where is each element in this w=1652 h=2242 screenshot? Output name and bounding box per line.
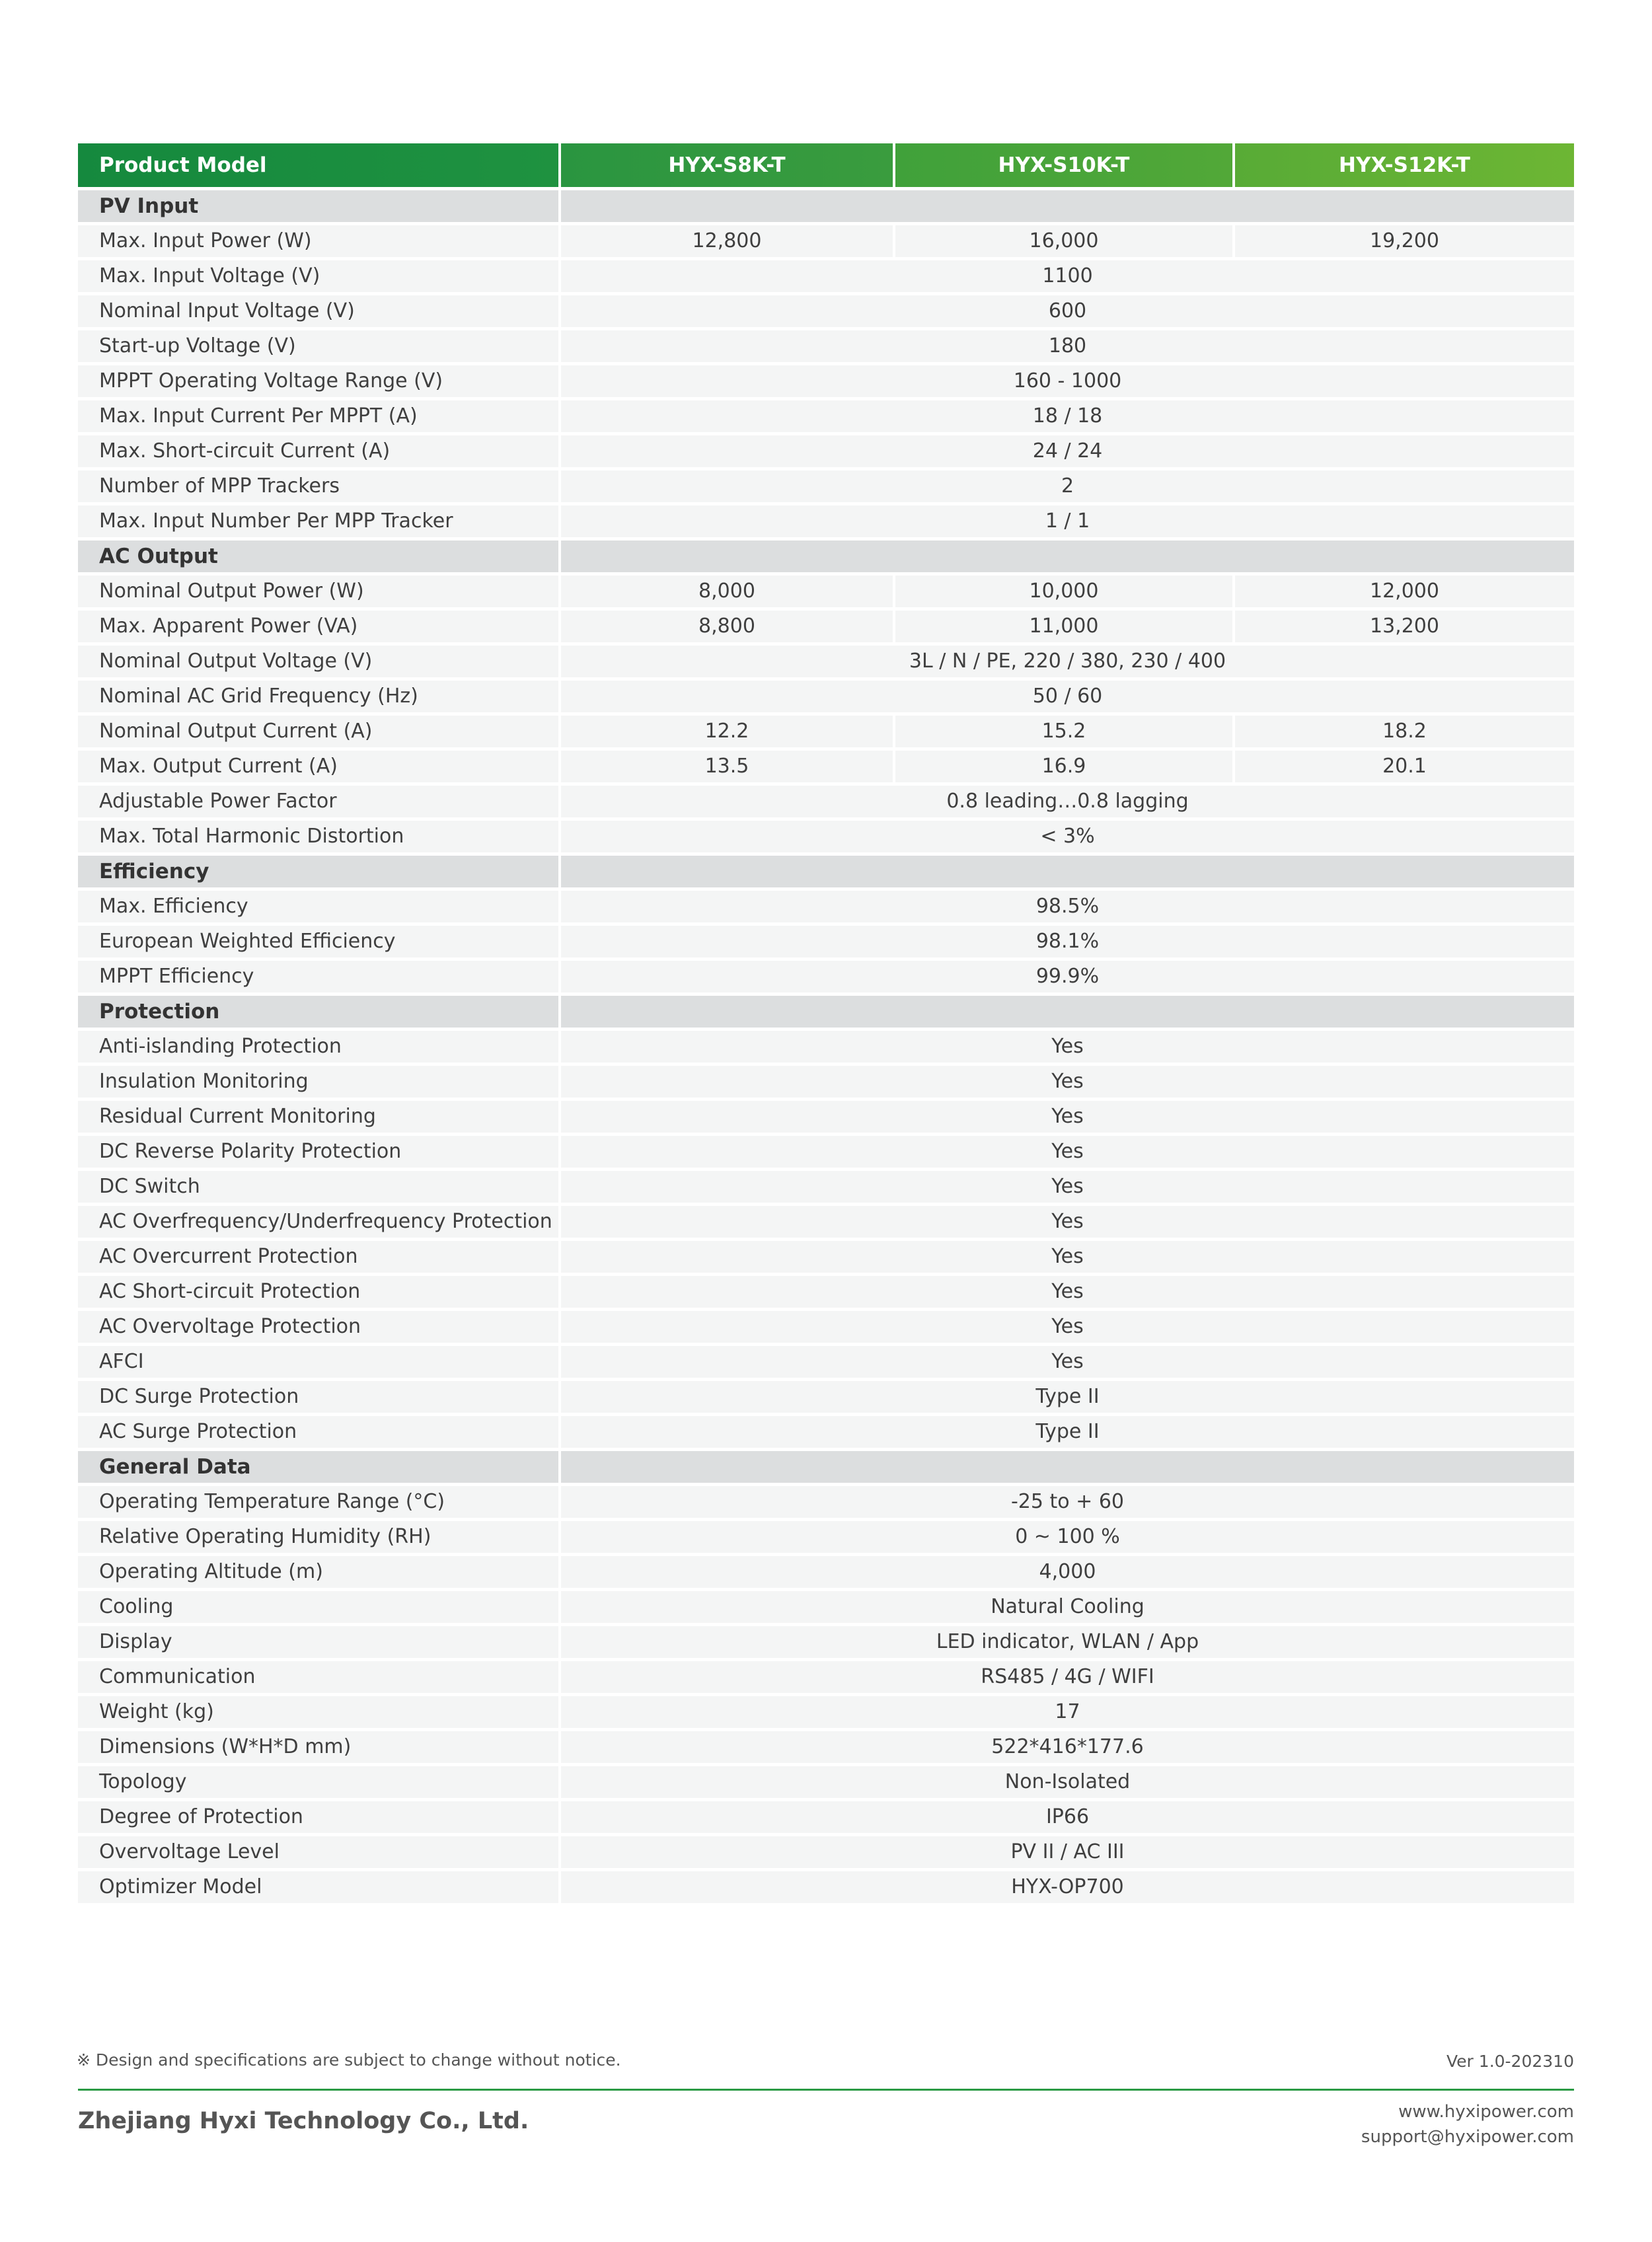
header-product-model: Product Model <box>78 143 558 187</box>
spec-row <box>78 926 1574 957</box>
spec-row <box>78 1206 1574 1238</box>
spec-row <box>78 1171 1574 1203</box>
section-spacer <box>561 541 1574 572</box>
spec-value: 12.2 <box>561 716 893 747</box>
spec-label: Start-up Voltage (V) <box>78 330 558 362</box>
spec-label: AC Overcurrent Protection <box>78 1241 558 1273</box>
spec-row <box>78 1521 1574 1553</box>
section-row <box>78 190 1574 222</box>
spec-value: 13,200 <box>1235 611 1574 642</box>
spec-label: DC Reverse Polarity Protection <box>78 1136 558 1168</box>
spec-label: Degree of Protection <box>78 1801 558 1833</box>
spec-value: 8,800 <box>561 611 893 642</box>
spec-value: -25 to + 60 <box>561 1486 1574 1518</box>
spec-label: Nominal Output Voltage (V) <box>78 646 558 677</box>
spec-value: Yes <box>561 1206 1574 1238</box>
spec-label: Nominal AC Grid Frequency (Hz) <box>78 681 558 712</box>
spec-label: Topology <box>78 1766 558 1798</box>
spec-label: Max. Total Harmonic Distortion <box>78 821 558 852</box>
spec-value: LED indicator, WLAN / App <box>561 1626 1574 1658</box>
header-model-s8k: HYX-S8K-T <box>561 143 893 187</box>
spec-table <box>75 140 1577 1906</box>
section-spacer <box>561 190 1574 222</box>
spec-value: 99.9% <box>561 961 1574 992</box>
spec-label: Nominal Output Current (A) <box>78 716 558 747</box>
spec-label: Max. Efficiency <box>78 891 558 922</box>
spec-row <box>78 1381 1574 1413</box>
spec-row <box>78 1346 1574 1378</box>
spec-value: 15.2 <box>895 716 1232 747</box>
spec-label: Max. Short-circuit Current (A) <box>78 435 558 467</box>
spec-label: DC Surge Protection <box>78 1381 558 1413</box>
spec-label: Dimensions (W*H*D mm) <box>78 1731 558 1763</box>
section-title: Efficiency <box>78 856 558 887</box>
spec-row <box>78 786 1574 817</box>
spec-label: Max. Output Current (A) <box>78 751 558 782</box>
spec-row <box>78 611 1574 642</box>
spec-table-header <box>78 143 1574 187</box>
spec-value: 3L / N / PE, 220 / 380, 230 / 400 <box>561 646 1574 677</box>
spec-value: Yes <box>561 1101 1574 1133</box>
footer-divider <box>78 2089 1574 2091</box>
spec-value: Yes <box>561 1276 1574 1308</box>
spec-value: 0 ~ 100 % <box>561 1521 1574 1553</box>
spec-label: Number of MPP Trackers <box>78 470 558 502</box>
spec-value: 16,000 <box>895 225 1232 257</box>
section-row <box>78 996 1574 1028</box>
spec-row <box>78 330 1574 362</box>
spec-value: 12,000 <box>1235 576 1574 607</box>
spec-value: 18.2 <box>1235 716 1574 747</box>
spec-value: 24 / 24 <box>561 435 1574 467</box>
spec-value: 11,000 <box>895 611 1232 642</box>
section-row <box>78 856 1574 887</box>
spec-label: AC Surge Protection <box>78 1416 558 1448</box>
spec-label: Max. Apparent Power (VA) <box>78 611 558 642</box>
spec-value: Type II <box>561 1381 1574 1413</box>
spec-row <box>78 1486 1574 1518</box>
spec-value: 20.1 <box>1235 751 1574 782</box>
spec-row <box>78 1556 1574 1588</box>
spec-label: AC Short-circuit Protection <box>78 1276 558 1308</box>
spec-label: Max. Input Current Per MPPT (A) <box>78 400 558 432</box>
spec-row <box>78 1626 1574 1658</box>
spec-label: Residual Current Monitoring <box>78 1101 558 1133</box>
section-title: Protection <box>78 996 558 1028</box>
spec-label: MPPT Efficiency <box>78 961 558 992</box>
spec-value: Yes <box>561 1311 1574 1343</box>
section-spacer <box>561 1451 1574 1483</box>
spec-label: AC Overfrequency/Underfrequency Protection <box>78 1206 558 1238</box>
spec-row <box>78 505 1574 537</box>
spec-row <box>78 716 1574 747</box>
spec-value: 17 <box>561 1696 1574 1728</box>
spec-row <box>78 1871 1574 1903</box>
spec-label: Display <box>78 1626 558 1658</box>
spec-value: 8,000 <box>561 576 893 607</box>
spec-value: Yes <box>561 1031 1574 1063</box>
section-spacer <box>561 856 1574 887</box>
company-name: Zhejiang Hyxi Technology Co., Ltd. <box>78 2108 529 2134</box>
spec-row <box>78 1066 1574 1098</box>
spec-row <box>78 435 1574 467</box>
spec-row <box>78 821 1574 852</box>
spec-row <box>78 646 1574 677</box>
contact-info <box>1361 2099 1574 2149</box>
spec-value: 10,000 <box>895 576 1232 607</box>
spec-label: Insulation Monitoring <box>78 1066 558 1098</box>
spec-value: 0.8 leading…0.8 lagging <box>561 786 1574 817</box>
section-spacer <box>561 996 1574 1028</box>
spec-row <box>78 891 1574 922</box>
spec-value: 50 / 60 <box>561 681 1574 712</box>
section-title: AC Output <box>78 541 558 572</box>
spec-label: Max. Input Number Per MPP Tracker <box>78 505 558 537</box>
spec-value: Yes <box>561 1136 1574 1168</box>
spec-value: 19,200 <box>1235 225 1574 257</box>
spec-value: 522*416*177.6 <box>561 1731 1574 1763</box>
spec-label: AFCI <box>78 1346 558 1378</box>
spec-row <box>78 365 1574 397</box>
spec-value: Type II <box>561 1416 1574 1448</box>
spec-label: Operating Temperature Range (°C) <box>78 1486 558 1518</box>
header-model-s12k: HYX-S12K-T <box>1235 143 1574 187</box>
spec-value: 18 / 18 <box>561 400 1574 432</box>
spec-row <box>78 1766 1574 1798</box>
spec-row <box>78 295 1574 327</box>
spec-row <box>78 576 1574 607</box>
spec-value: RS485 / 4G / WIFI <box>561 1661 1574 1693</box>
section-row <box>78 541 1574 572</box>
spec-value: 180 <box>561 330 1574 362</box>
spec-label: Anti-islanding Protection <box>78 1031 558 1063</box>
spec-label: Overvoltage Level <box>78 1836 558 1868</box>
spec-value: HYX-OP700 <box>561 1871 1574 1903</box>
spec-row <box>78 1276 1574 1308</box>
spec-value: 600 <box>561 295 1574 327</box>
spec-row <box>78 1731 1574 1763</box>
spec-value: 1100 <box>561 260 1574 292</box>
spec-value: 13.5 <box>561 751 893 782</box>
spec-label: Nominal Input Voltage (V) <box>78 295 558 327</box>
spec-value: 12,800 <box>561 225 893 257</box>
spec-value: 98.5% <box>561 891 1574 922</box>
spec-label: Communication <box>78 1661 558 1693</box>
spec-label: Max. Input Power (W) <box>78 225 558 257</box>
spec-value: Yes <box>561 1346 1574 1378</box>
spec-value: Yes <box>561 1066 1574 1098</box>
section-title: General Data <box>78 1451 558 1483</box>
spec-row <box>78 1591 1574 1623</box>
spec-label: Nominal Output Power (W) <box>78 576 558 607</box>
spec-value: Yes <box>561 1241 1574 1273</box>
spec-row <box>78 681 1574 712</box>
spec-value: 4,000 <box>561 1556 1574 1588</box>
spec-table-body <box>78 190 1574 1903</box>
spec-row <box>78 1801 1574 1833</box>
support-email-link[interactable]: support@hyxipower.com <box>1361 2127 1574 2147</box>
spec-row <box>78 1031 1574 1063</box>
spec-row <box>78 1136 1574 1168</box>
spec-value: 16.9 <box>895 751 1232 782</box>
spec-row <box>78 225 1574 257</box>
spec-value: IP66 <box>561 1801 1574 1833</box>
spec-label: Weight (kg) <box>78 1696 558 1728</box>
spec-label: DC Switch <box>78 1171 558 1203</box>
spec-value: PV II / AC III <box>561 1836 1574 1868</box>
spec-row <box>78 1836 1574 1868</box>
header-model-s10k: HYX-S10K-T <box>895 143 1232 187</box>
spec-value: < 3% <box>561 821 1574 852</box>
spec-label: Max. Input Voltage (V) <box>78 260 558 292</box>
spec-row <box>78 1101 1574 1133</box>
spec-value: 160 - 1000 <box>561 365 1574 397</box>
spec-row <box>78 260 1574 292</box>
spec-row <box>78 1696 1574 1728</box>
spec-value: Natural Cooling <box>561 1591 1574 1623</box>
section-row <box>78 1451 1574 1483</box>
spec-label: Optimizer Model <box>78 1871 558 1903</box>
spec-label: Cooling <box>78 1591 558 1623</box>
spec-value: 1 / 1 <box>561 505 1574 537</box>
spec-row <box>78 1661 1574 1693</box>
spec-value: 98.1% <box>561 926 1574 957</box>
version-label: Ver 1.0-202310 <box>1446 2052 1574 2071</box>
spec-label: Adjustable Power Factor <box>78 786 558 817</box>
spec-label: Operating Altitude (m) <box>78 1556 558 1588</box>
spec-row <box>78 1311 1574 1343</box>
spec-row <box>78 1241 1574 1273</box>
section-title: PV Input <box>78 190 558 222</box>
spec-value: 2 <box>561 470 1574 502</box>
spec-row <box>78 1416 1574 1448</box>
spec-value: Yes <box>561 1171 1574 1203</box>
spec-row <box>78 400 1574 432</box>
spec-row <box>78 470 1574 502</box>
spec-row <box>78 961 1574 992</box>
spec-label: MPPT Operating Voltage Range (V) <box>78 365 558 397</box>
spec-value: Non-Isolated <box>561 1766 1574 1798</box>
disclaimer-note: ※ Design and specifications are subject to change without notice. <box>77 2050 621 2070</box>
spec-label: European Weighted Efficiency <box>78 926 558 957</box>
spec-label: Relative Operating Humidity (RH) <box>78 1521 558 1553</box>
spec-label: AC Overvoltage Protection <box>78 1311 558 1343</box>
website-link[interactable]: www.hyxipower.com <box>1398 2102 1574 2122</box>
spec-row <box>78 751 1574 782</box>
